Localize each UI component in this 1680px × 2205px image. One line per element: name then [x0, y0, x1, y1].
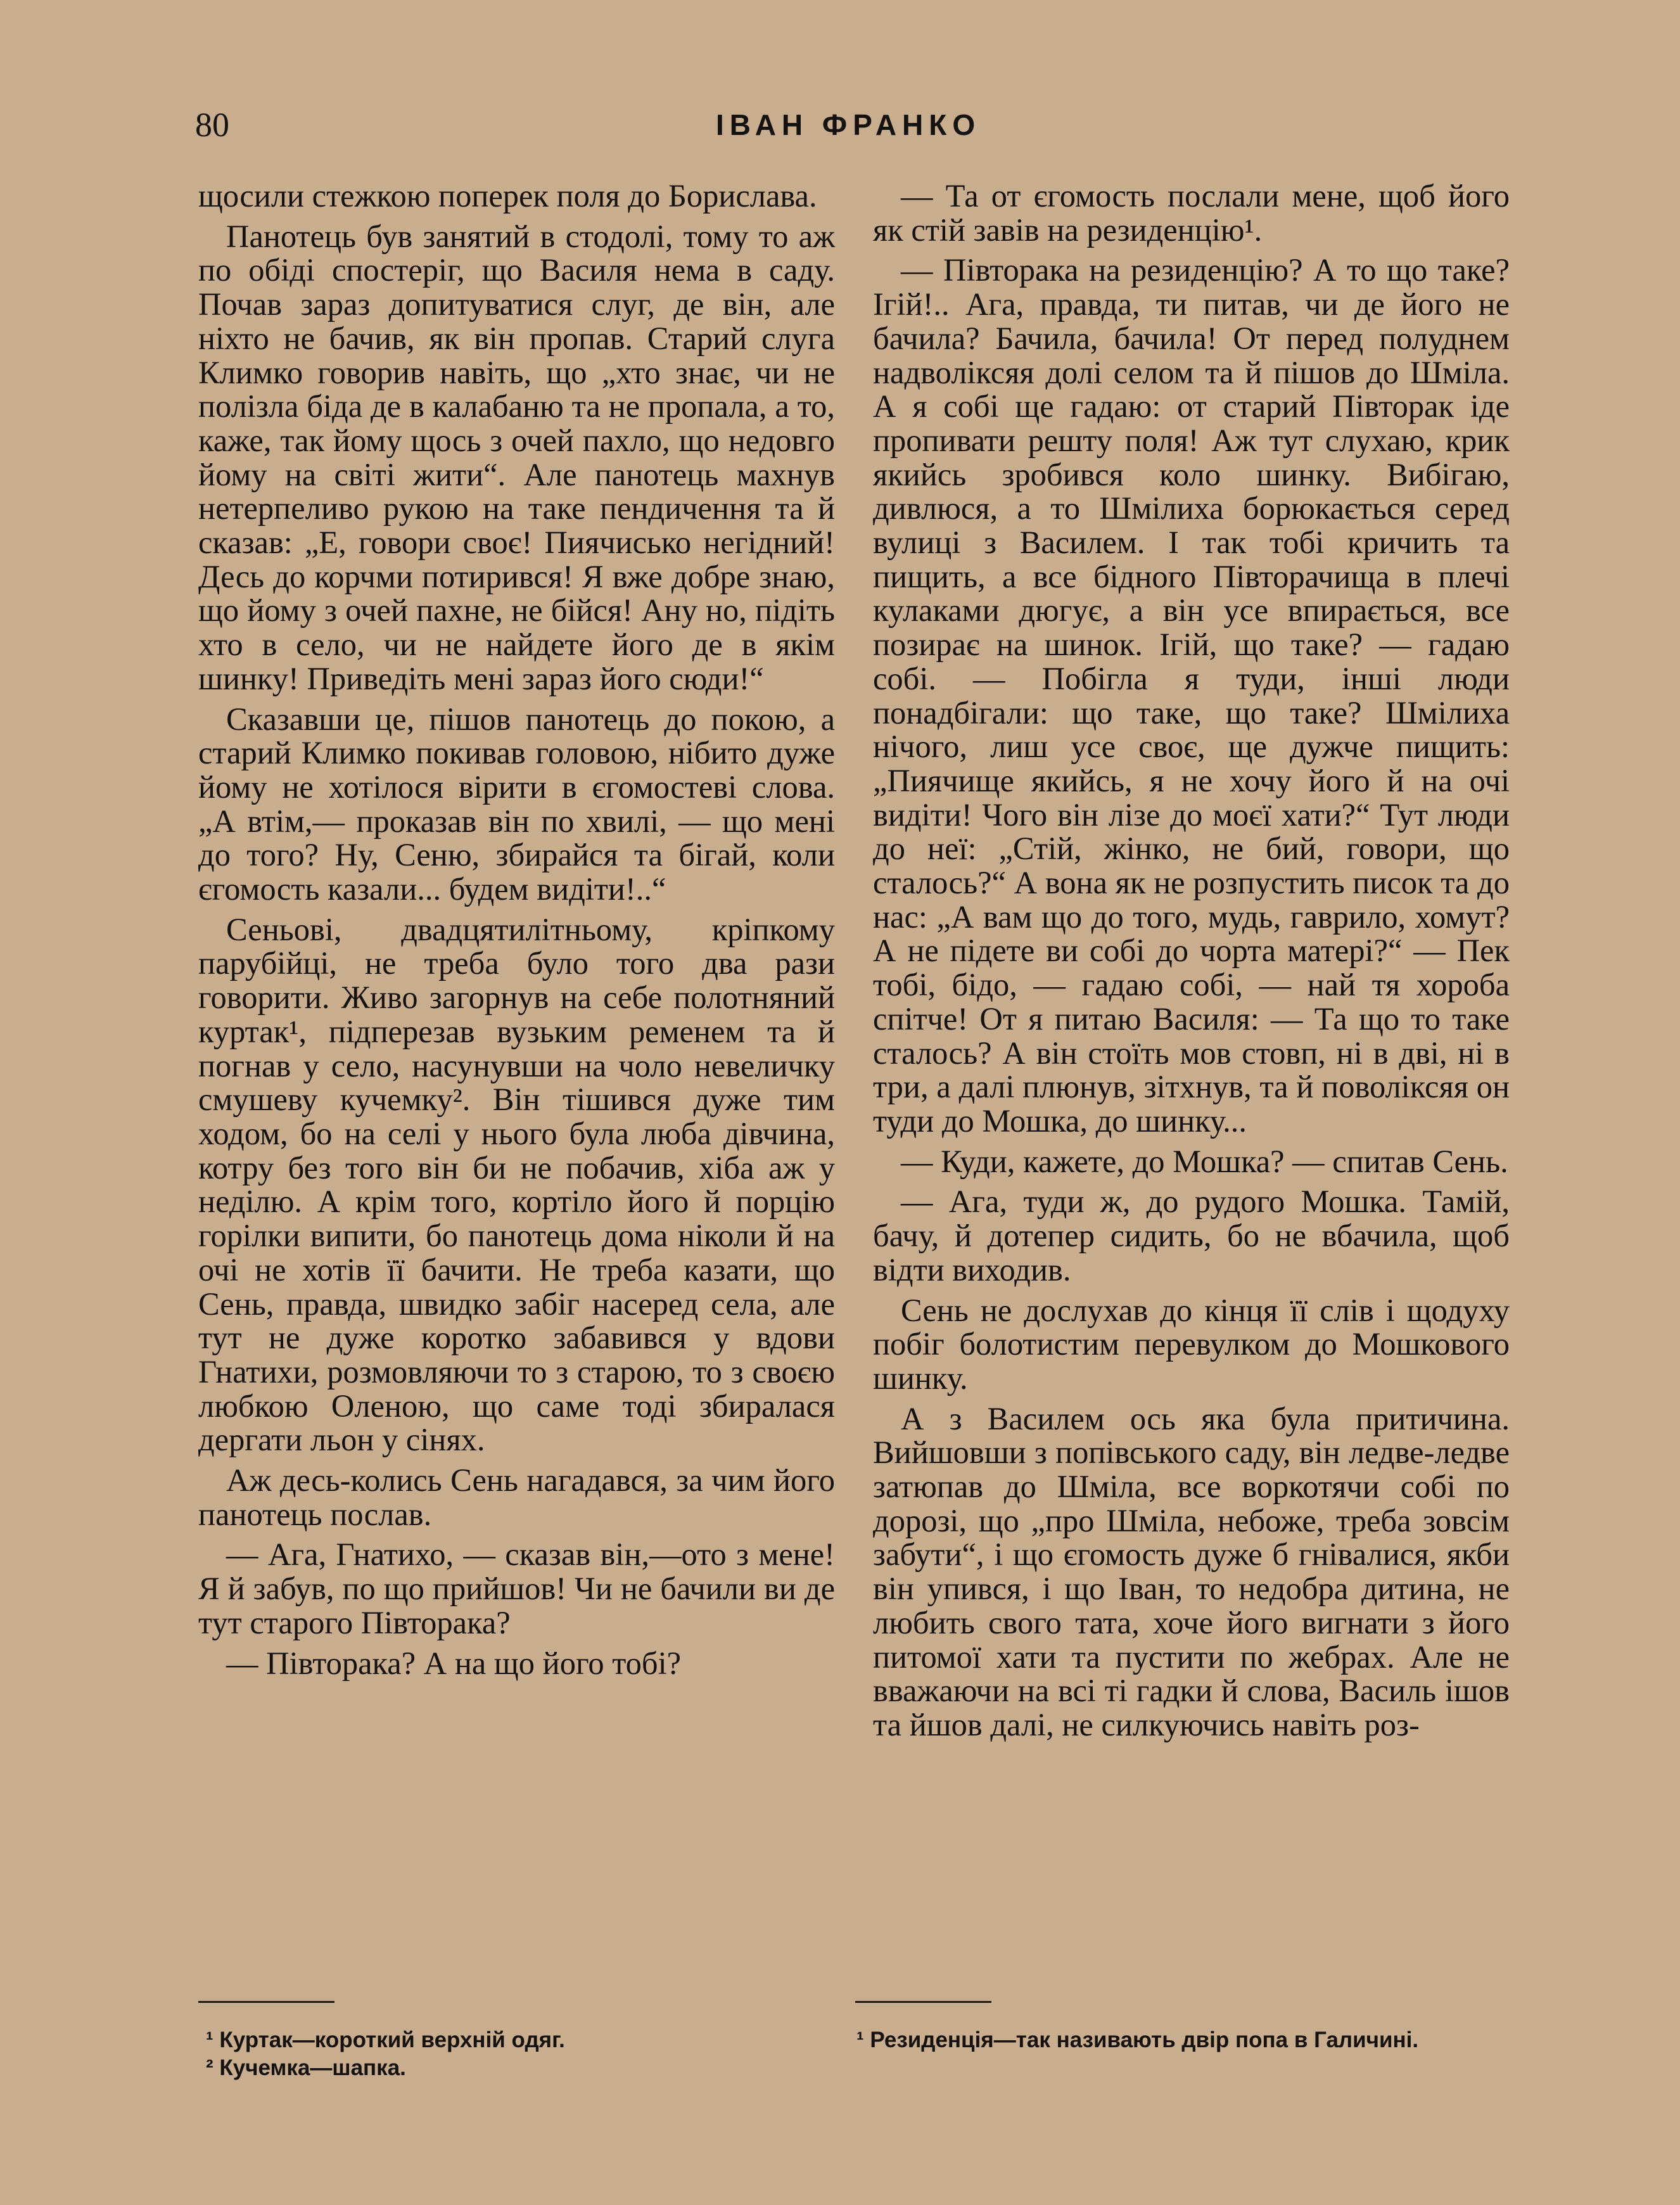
paragraph: — Півторака на резиденцію? А то що таке? Ігій!.. Ага, правда, ти питав, чи де його не бачила? Бачила, бачила! От перед полуднем надволіксяя долі селом та й пішов до Шміла. А я собі ще гадаю: от старий Півторак іде пропивати решту поля! Аж тут слухаю, крик якийсь зробився коло шинку. Вибігаю, дивлюся, а то Шмілиха борюкається серед вулиці з Василем. І так тобі кричить та пищить, а все бідного Півторачища в плечі кулаками дюгує, а він усе впирається, все позирає на шинок. Ігій, що таке? — гадаю собі. — Побігла я туди, інші люди понадбігали: що таке, що таке? Шмілиха нічого, лиш усе своє, ще дужче пищить: „Пиячище якийсь, я не хочу його й на очі видіти! Чого він лізе до моєї хати?“ Тут люди до неї: „Стій, жінко, не бий, говори, що сталось?“ А вона як не розпустить писок та до нас: „А вам що до того, мудь, гаврило, хомут? А не підете ви собі до чорта матері?“ — Пек тобі, бідо, — гадаю собі, — най тя хороба спітче! От я питаю Василя: — Та що то таке сталось? А він стоїть мов стовп, ні в дві, ні в три, а далі плюнув, зітхнув, та й поволіксяя он туди до Мошка, до шинку... [873, 252, 1510, 1139]
paragraph: — Та от єгомость послали мене, щоб його як стій завів на резиденцію¹. [873, 178, 1510, 248]
running-title: ІВАН ФРАНКО [716, 108, 981, 141]
paragraph: Сень не дослухав до кінця її слів і щодуху побіг болотистим перевулком до Мошкового шинку. [873, 1292, 1510, 1396]
paragraph: Сказавши це, пішов панотець до покою, а старий Климко покивав головою, нібито дуже йому не хотілося вірити в єгомостеві слова. „А втім,— проказав він по хвилі, — що мені до того? Ну, Сеню, збирайся та бігай, коли єгомость казали... будем видіти!..“ [198, 701, 835, 907]
footnote: ¹ Куртак—короткий верхній одяг. [206, 2028, 565, 2052]
paragraph: Аж десь-колись Сень нагадався, за чим його панотець послав. [198, 1462, 835, 1532]
left-column [198, 179, 835, 1687]
paragraph: — Півторака? А на що його тобі? [226, 1645, 682, 1681]
paragraph: — Ага, Гнатихо, — сказав він,—ото з мене! Я й забув, по що прийшов! Чи не бачили ви де тут старого Півторака? [198, 1537, 835, 1640]
footnote: ¹ Резиденція—так називають двір попа в Галичині. [856, 2028, 1419, 2052]
footnote-divider [198, 2001, 334, 2003]
footnote-divider [855, 2001, 991, 2003]
paragraph: щосили стежкою поперек поля до Борислава. [198, 178, 817, 214]
right-column [873, 179, 1510, 1749]
paragraph: А з Василем ось яка була притичина. Вийшовши з попівського саду, він ледве-ледве затюпав до Шміла, все воркотячи собі по дорозі, що „про Шміла, небоже, треба зовсім забути“, і що єгомость дуже б гнівалися, якби він упився, і що Іван, то недобра дитина, не любить свого тата, хоче його вигнати з його питомої хати та пустити по жебрах. Але не вважаючи на всі ті гадки й слова, Василь ішов та йшов далі, не силкуючись навіть роз- [873, 1400, 1510, 1742]
paragraph: — Куди, кажете, до Мошка? — спитав Сень. [901, 1143, 1508, 1179]
paragraph: — Ага, туди ж, до рудого Мошка. Тамій, бачу, й дотепер сидить, бо не вбачила, щоб відти виходив. [873, 1184, 1510, 1288]
footnote: ² Кучемка—шапка. [206, 2055, 406, 2080]
paragraph: Сеньові, двадцятилітньому, кріпкому парубійці, не треба було того два рази говорити. Живо загорнув на себе полотняний куртак¹, підперезав вузьким ременем та й погнав у село, насунувши на чоло невеличку смушеву кучемку². Він тішився дуже тим ходом, бо на селі у нього була люба дівчина, котру без того він би не побачив, хіба аж у неділю. А крім того, кортіло його й порцію горілки випити, бо панотець дома ніколи й на очі не хотів її бачити. Не треба казати, що Сень, правда, швидко забіг насеред села, але тут не дуже коротко забавився у вдови Гнатихи, розмовляючи то з старою, то з своєю любкою Оленою, що саме тоді збиралася дергати льон у сінях. [198, 911, 835, 1458]
paragraph: Панотець був занятий в стодолі, тому то аж по обіді спостеріг, що Василя нема в саду. Почав зараз допитуватися слуг, де він, але ніхто не бачив, як він пропав. Старий слуга Климко говорив навіть, що „хто знає, чи не полізла біда де в калабаню та не пропала, а то, каже, так йому щось з очей пахло, що недовго йому на світі жити“. Але панотець махнув нетерпеливо рукою на таке пендичення та й сказав: „Е, говори своє! Пиячисько негідний! Десь до корчми потирився! Я вже добре знаю, що йому з очей пахне, не бійся! Ану но, підіть хто в село, чи не найдете його де в якім шинку! Приведіть мені зараз його сюди!“ [198, 218, 835, 696]
page-header [0, 103, 1680, 147]
footnotes-right [856, 2026, 1490, 2054]
page-number: 80 [195, 106, 229, 144]
footnotes-left [206, 2026, 839, 2082]
